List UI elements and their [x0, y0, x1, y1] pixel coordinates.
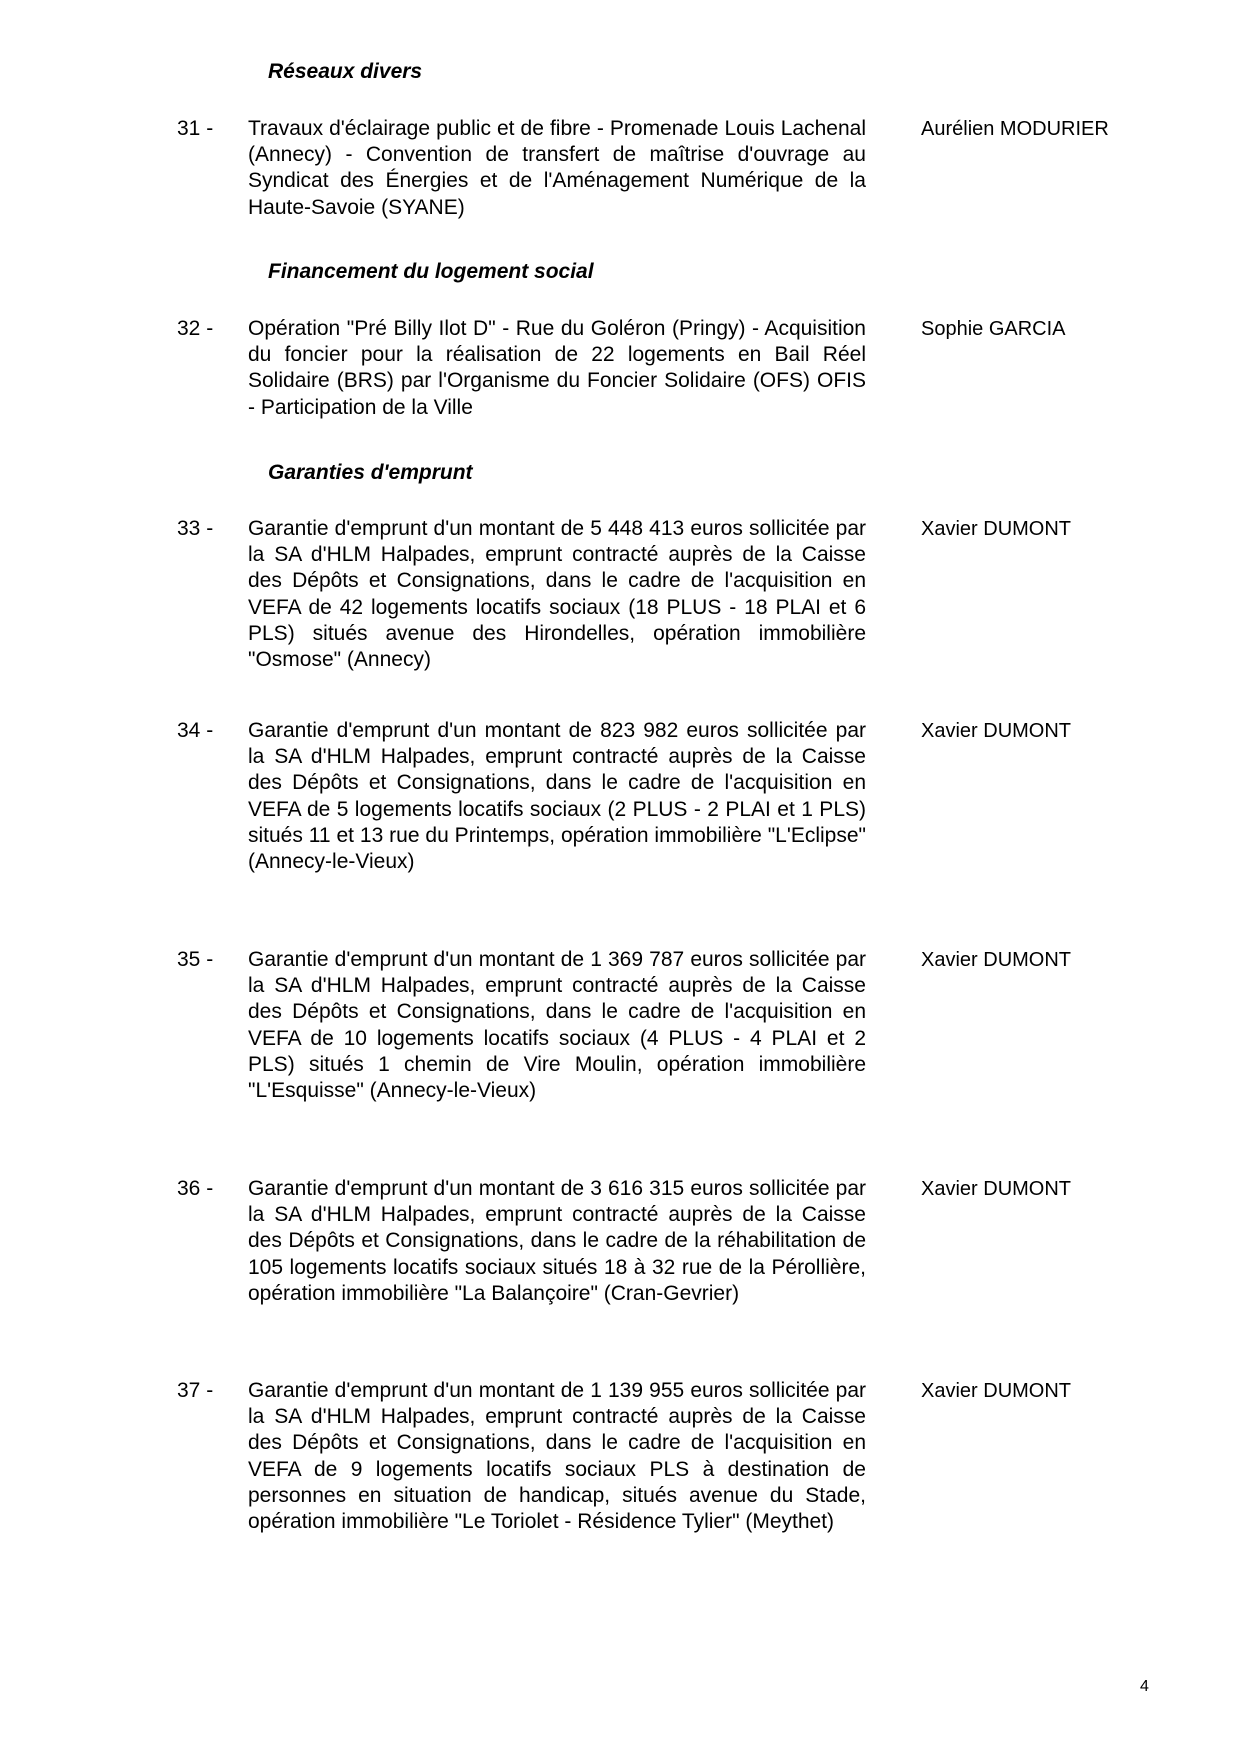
item-rapporteur-35: Xavier DUMONT [921, 949, 1072, 971]
item-number-32: 32 - [177, 317, 214, 340]
item-text-31: Travaux d'éclairage public et de fibre - Promenade Louis Lachenal (Annecy) - Convention de transfert de maîtrise d'ouvrage au Syndicat des Énergies et de l'Aménagement Numérique de la Haute-Savoie (SYANE) [248, 117, 866, 219]
item-number-31: 31 - [177, 117, 214, 140]
item-rapporteur-33: Xavier DUMONT [921, 518, 1072, 540]
item-text-35: Garantie d'emprunt d'un montant de 1 369 787 euros sollicitée par la SA d'HLM Halpades, emprunt contracté auprès de la Caisse des Dépôts et Consignations, dans le cadre de l'acquisition en VEFA de 10 logements locatifs sociaux (4 PLUS - 4 PLAI et 2 PLS) situés 1 chemin de Vire Moulin, opération immobilière "L'Esquisse" (Annecy-le-Vieux) [248, 948, 866, 1103]
item-number-37: 37 - [177, 1379, 214, 1402]
item-number-35: 35 - [177, 948, 214, 971]
item-rapporteur-37: Xavier DUMONT [921, 1380, 1072, 1402]
item-text-33: Garantie d'emprunt d'un montant de 5 448 413 euros sollicitée par la SA d'HLM Halpades, emprunt contracté auprès de la Caisse des Dépôts et Consignations, dans le cadre de l'acquisition en VEFA de 42 logements locatifs sociaux (18 PLUS - 18 PLAI et 6 PLS) situés avenue des Hirondelles, opération immobilière "Osmose" (Annecy) [248, 517, 866, 672]
item-rapporteur-36: Xavier DUMONT [921, 1178, 1072, 1200]
item-number-34: 34 - [177, 719, 214, 742]
section-title-garanties-emprunt: Garanties d'emprunt [268, 461, 473, 484]
item-text-34: Garantie d'emprunt d'un montant de 823 982 euros sollicitée par la SA d'HLM Halpades, emprunt contracté auprès de la Caisse des Dépôts et Consignations, dans le cadre de l'acquisition en VEFA de 5 logements locatifs sociaux (2 PLUS - 2 PLAI et 1 PLS) situés 11 et 13 rue du Printemps, opération immobilière "L'Eclipse" (Annecy-le-Vieux) [248, 719, 866, 874]
item-number-36: 36 - [177, 1177, 214, 1200]
item-rapporteur-34: Xavier DUMONT [921, 720, 1072, 742]
item-text-32: Opération "Pré Billy Ilot D" - Rue du Goléron (Pringy) - Acquisition du foncier pour la réalisation de 22 logements en Bail Réel Solidaire (BRS) par l'Organisme du Foncier Solidaire (OFS) OFIS - Participation de la Ville [248, 317, 866, 419]
item-number-33: 33 - [177, 517, 214, 540]
item-text-36: Garantie d'emprunt d'un montant de 3 616 315 euros sollicitée par la SA d'HLM Halpades, emprunt contracté auprès de la Caisse des Dépôts et Consignations, dans le cadre de la réhabilitation de 105 logements locatifs sociaux situés 18 à 32 rue de la Pérollière, opération immobilière "La Balançoire" (Cran-Gevrier) [248, 1177, 866, 1305]
section-title-financement-logement-social: Financement du logement social [268, 260, 594, 283]
item-text-37: Garantie d'emprunt d'un montant de 1 139 955 euros sollicitée par la SA d'HLM Halpades, emprunt contracté auprès de la Caisse des Dépôts et Consignations, dans le cadre de l'acquisition en VEFA de 9 logements locatifs sociaux PLS à destination de personnes en situation de handicap, situés avenue du Stade, opération immobilière "Le Toriolet - Résidence Tylier" (Meythet) [248, 1379, 866, 1534]
item-rapporteur-32: Sophie GARCIA [921, 318, 1066, 340]
section-title-reseaux-divers: Réseaux divers [268, 60, 423, 83]
item-rapporteur-31: Aurélien MODURIER [921, 118, 1109, 140]
page-number: 4 [1140, 1678, 1149, 1695]
